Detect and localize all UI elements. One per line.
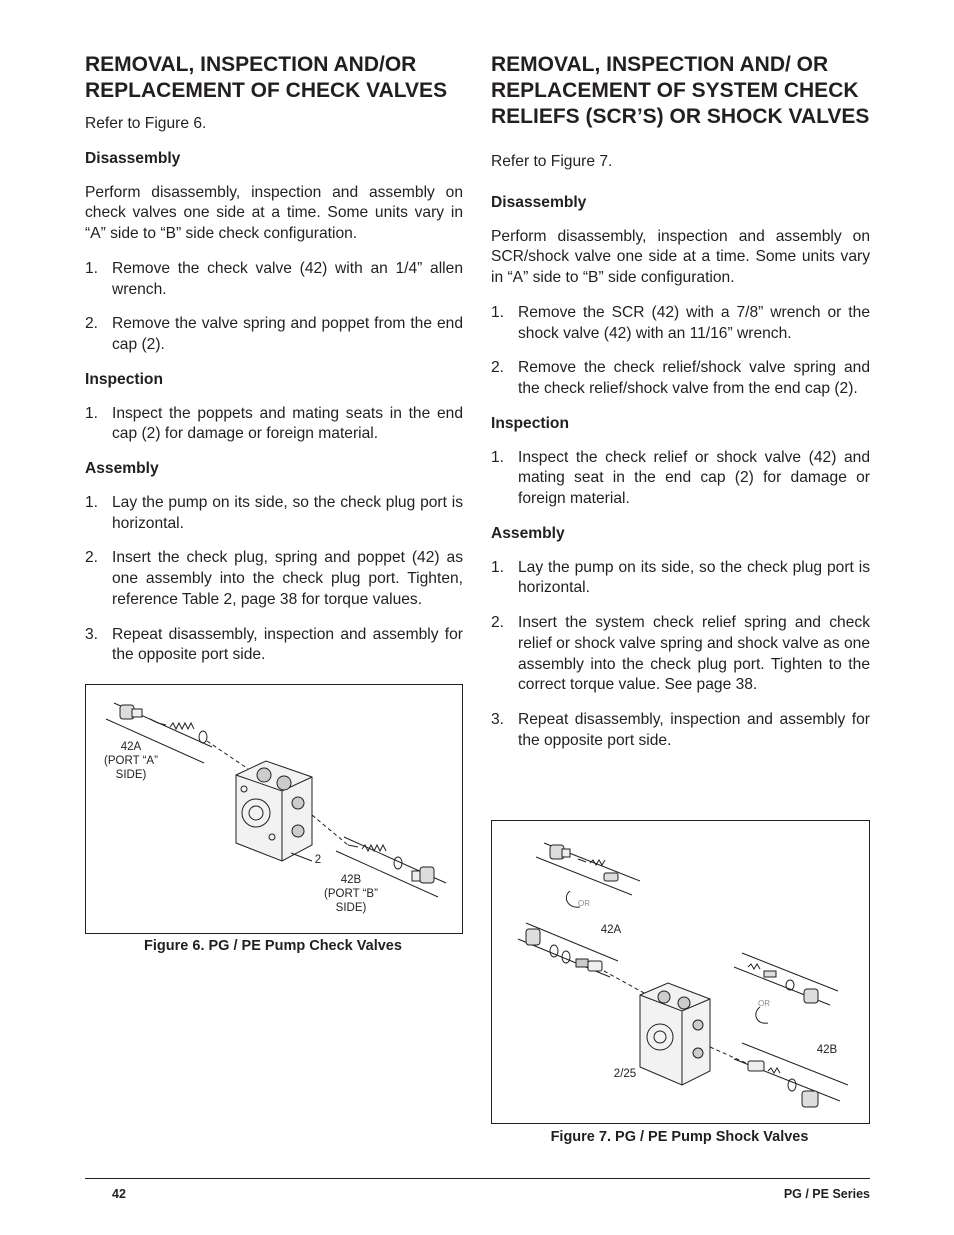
disassembly-steps [85, 259, 463, 356]
list-item: 1. Remove the check valve (42) with an 1/4” allen wrench. [85, 259, 463, 298]
label-or-2: OR [758, 999, 770, 1008]
label-42a: 42A (PORT “A” SIDE) [104, 741, 158, 781]
right-column [491, 52, 870, 765]
disassembly-intro: Perform disassembly, inspection and assembly on check valves one side at a time. Some units vary in “A” side to “B” side check configuration. [85, 183, 463, 243]
label-2: 2 [314, 854, 322, 866]
label-42b: 42B (PORT “B” SIDE) [324, 874, 378, 914]
figure-7-caption: Figure 7. PG / PE Pump Shock Valves [550, 1129, 809, 1145]
list-item: 1. Lay the pump on its side, so the check plug port is horizontal. [85, 494, 463, 532]
page-number: 42 [112, 1187, 126, 1201]
list-item: 2. Remove the check relief/shock valve spring and the check relief/shock valve from the end cap (2). [491, 359, 870, 397]
figure-6-caption: Figure 6. PG / PE Pump Check Valves [144, 938, 402, 954]
list-item: 1. Inspect the poppets and mating seats in the end cap (2) for damage or foreign material. [85, 404, 463, 443]
list-item: 1. Inspect the check relief or shock valve (42) and mating seat in the end cap (2) for damage or foreign material. [491, 448, 870, 508]
disassembly-heading: Disassembly [85, 149, 181, 167]
list-item: 1. Lay the pump on its side, so the check plug port is horizontal. [491, 558, 870, 597]
list-item: 2. Remove the valve spring and poppet from the end cap (2). [85, 315, 463, 353]
list-item: 2. Insert the system check relief spring and check relief or shock valve spring and shock valve as one assembly into the check plug port. Tighten to the correct torque value. See page 38. [491, 614, 870, 694]
shock-valves-heading: REMOVAL, INSPECTION AND/ OR REPLACEMENT OF SYSTEM CHECK RELIEFS (SCR’S) OR SHOCK VALVES [491, 53, 870, 128]
assembly-heading: Assembly [85, 460, 159, 478]
assembly-steps [491, 558, 870, 752]
check-valves-heading: REMOVAL, INSPECTION AND/OR REPLACEMENT OF CHECK VALVES [85, 53, 448, 102]
disassembly-steps [491, 303, 870, 400]
refer-figure-6: Refer to Figure 6. [85, 115, 207, 132]
disassembly-heading: Disassembly [491, 193, 587, 211]
label-42a: 42A [600, 924, 622, 936]
list-item: 2. Insert the check plug, spring and poppet (42) as one assembly into the check plug port. Tighten, reference Table 2, page 38 for torque values. [85, 549, 463, 608]
label-2-25: 2/25 [613, 1068, 637, 1080]
assembly-steps [85, 493, 463, 666]
inspection-steps [85, 404, 463, 445]
list-item: 1. Remove the SCR (42) with a 7/8” wrench or the shock valve (42) with an 11/16” wrench. [491, 303, 870, 342]
list-item: 3. Repeat disassembly, inspection and assembly for the opposite port side. [491, 710, 870, 749]
assembly-heading: Assembly [491, 524, 565, 542]
figure-7-illustration [492, 821, 869, 1123]
inspection-steps [491, 448, 870, 510]
disassembly-intro: Perform disassembly, inspection and assembly on SCR/shock valve one side at a time. Some units vary in “A” side to “B” side configuration. [491, 227, 870, 287]
figure-6-box [85, 684, 463, 934]
inspection-heading: Inspection [85, 370, 163, 388]
series-name: PG / PE Series [783, 1187, 870, 1201]
footer-rule [85, 1178, 870, 1179]
inspection-heading: Inspection [491, 414, 569, 432]
left-column [85, 52, 463, 680]
list-item: 3. Repeat disassembly, inspection and assembly for the opposite port side. [85, 625, 463, 664]
refer-figure-7: Refer to Figure 7. [491, 153, 613, 170]
label-or-1: OR [578, 899, 590, 908]
figure-7-box [491, 820, 870, 1124]
label-42b: 42B [816, 1044, 838, 1056]
figure-6-illustration [86, 685, 462, 933]
